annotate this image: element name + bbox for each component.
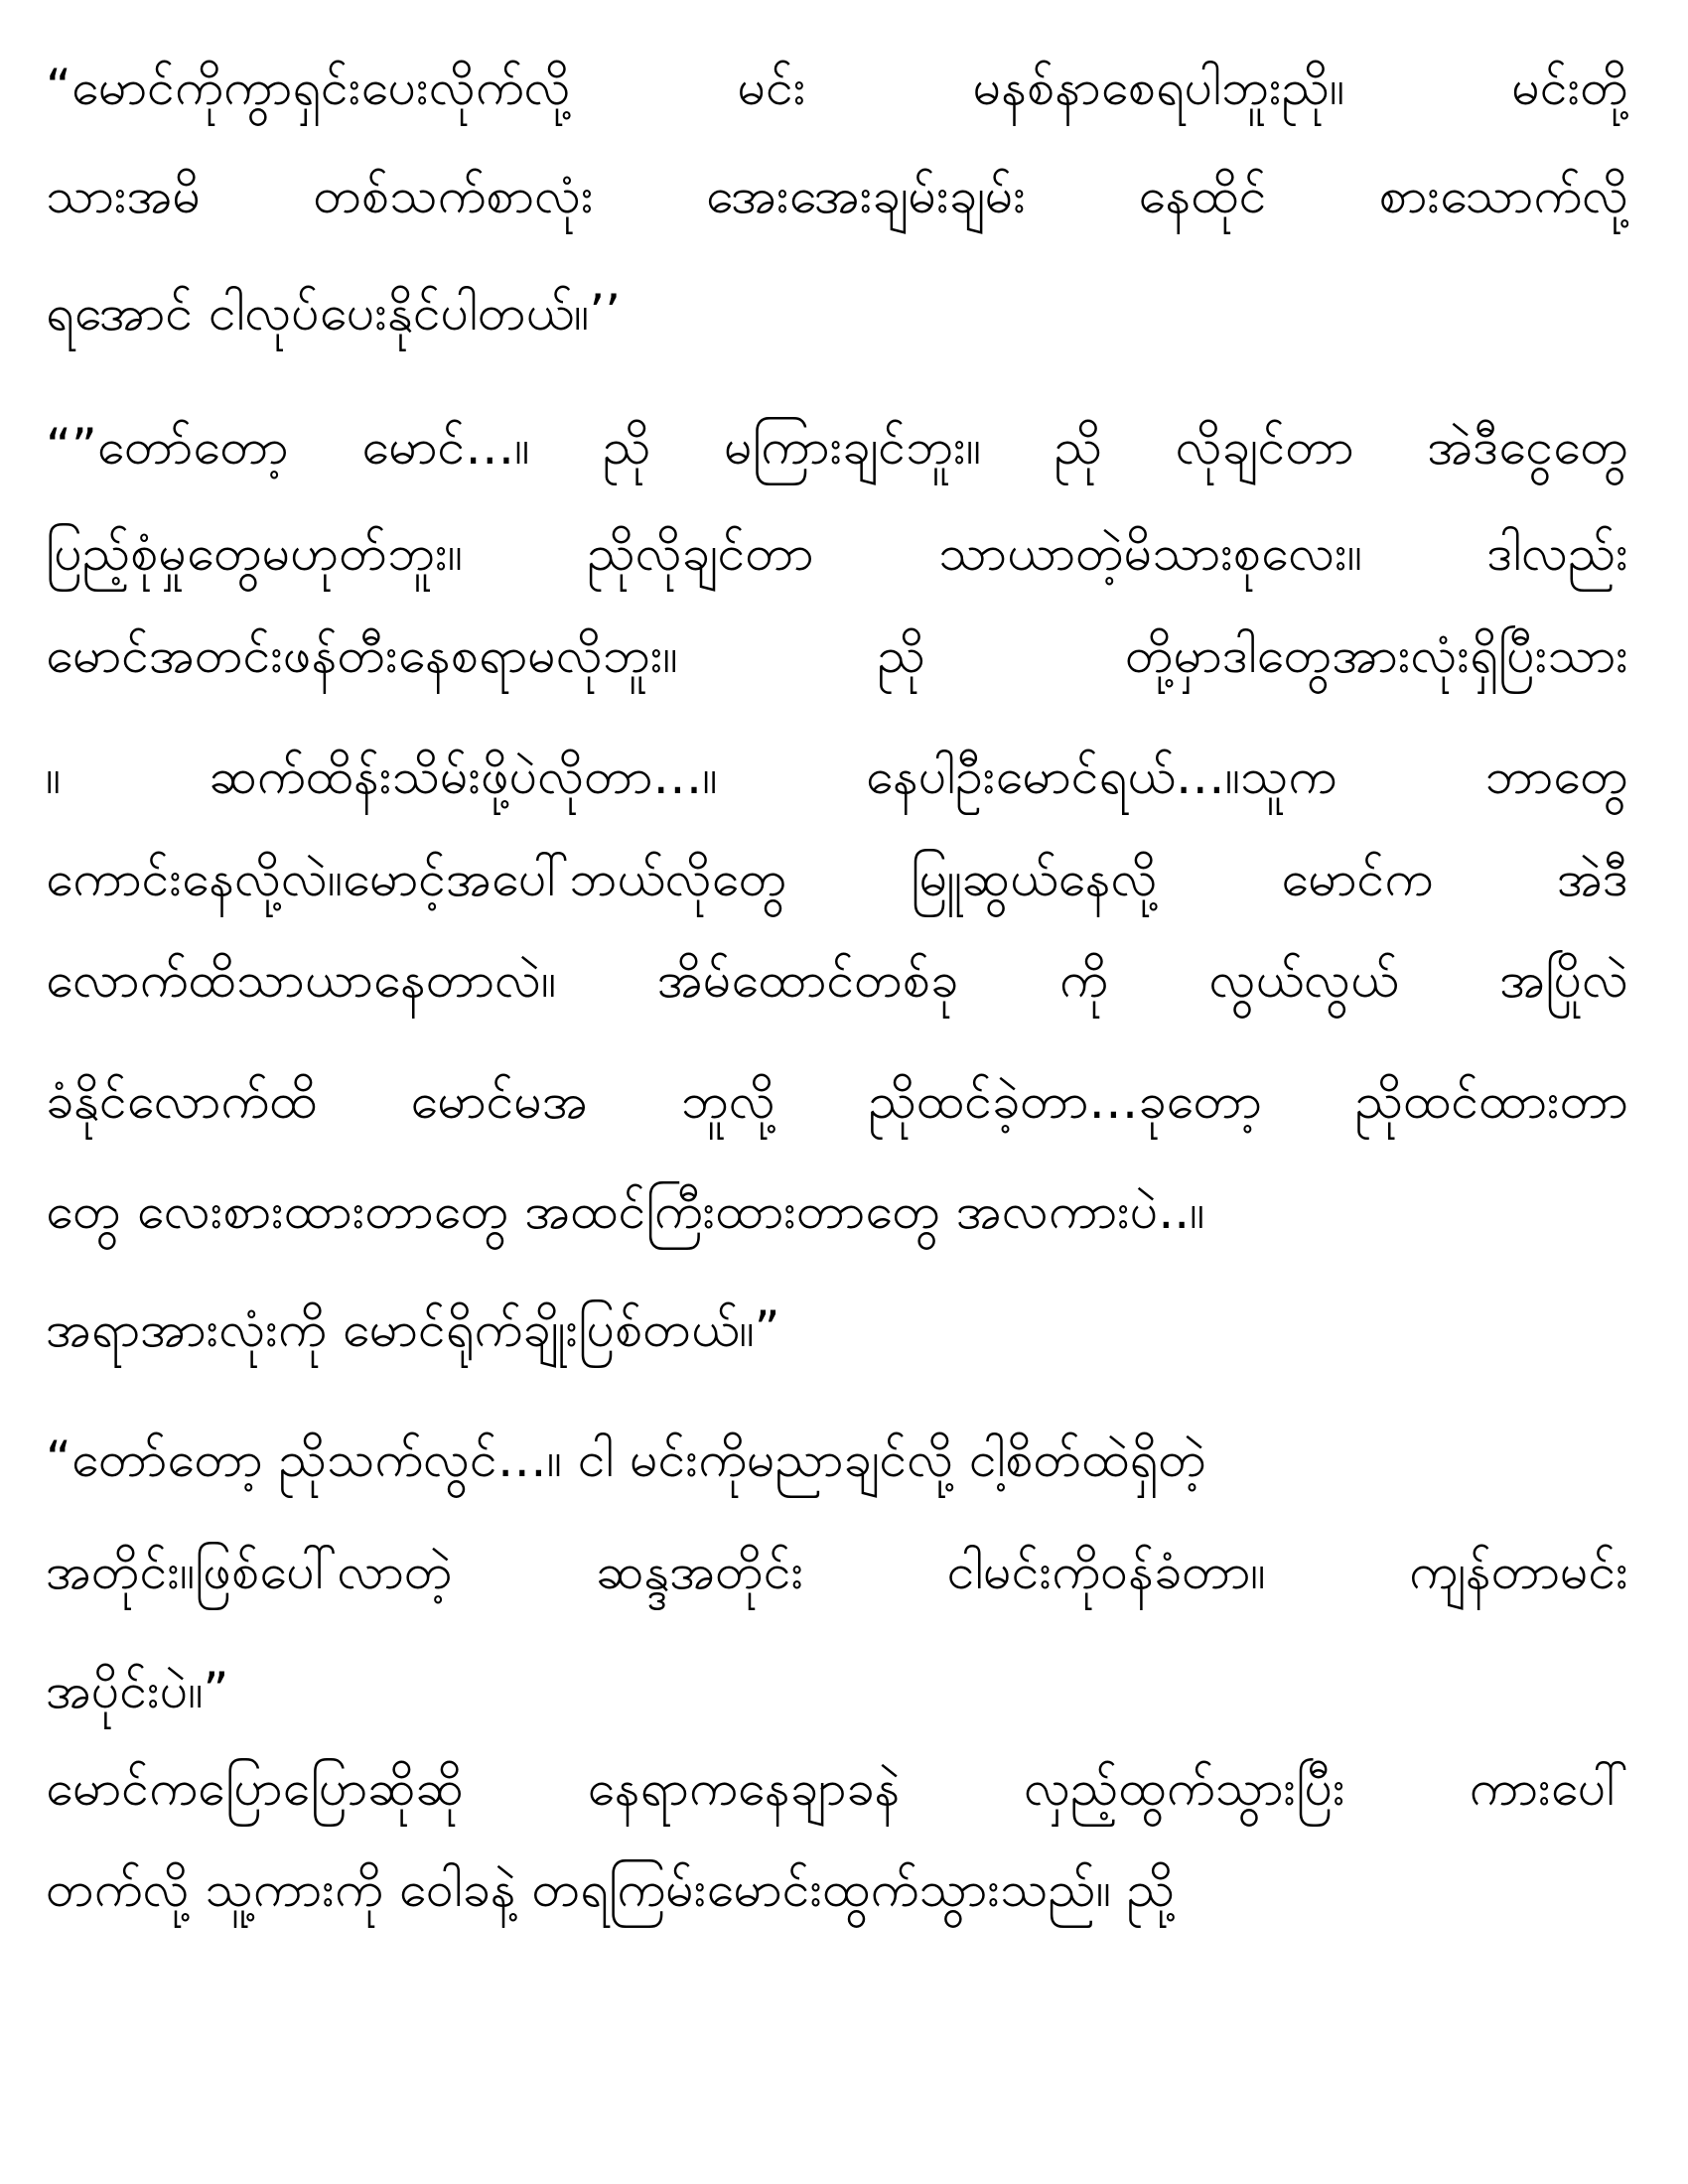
text-line: သားအမိ တစ်သက်စာလုံး အေးအေးချမ်းချမ်း နေထိုင် စားသောက်လို့	[46, 167, 1628, 224]
text-line: မောင်ကပြောပြောဆိုဆို နေရာကနေချာခနဲ လှည့်ထွက်သွားပြီး ကားပေါ်	[46, 1759, 1628, 1817]
text-line: တက်လို့ သူ့ကားကို ဝေါခနဲ့ တရကြမ်းမောင်းထွက်သွားသည်။ ညို့	[46, 1860, 1176, 1918]
text-line: အရာအားလုံးကို မောင်ရိုက်ချိုးပြစ်တယ်။”	[46, 1300, 780, 1358]
text-line: “မောင်ကိုကွာရှင်းပေးလိုက်လို့ မင်း မနစ်နာစေရပါဘူးညို။ မင်းတို့	[46, 59, 1628, 116]
text-line: အတိုင်း။ဖြစ်ပေါ်လာတဲ့ ဆန္ဒအတိုင်း ငါမင်းကိုဝန်ခံတာ။ ကျန်တာမင်း	[46, 1543, 1628, 1600]
text-line: “တော်တော့ ညိုသက်လွင်…။ ငါ မင်းကိုမညာချင်လို့ ငါ့စိတ်ထဲရှိတဲ့	[46, 1431, 1206, 1488]
text-line: မောင်အတင်းဖန်တီးနေစရာမလိုဘူး။ ညို တို့မှာဒါတွေအားလုံးရှိပြီးသား	[46, 626, 1628, 684]
text-line: ကောင်းနေလို့လဲ။မောင့်အပေါ်ဘယ်လိုတွေ မြူဆွယ်နေလို့ မောင်က အဲဒီ	[46, 850, 1628, 907]
text-line: လောက်ထိသာယာနေတာလဲ။ အိမ်ထောင်တစ်ခု ကို လွယ်လွယ် အပြိုလဲ	[46, 951, 1628, 1009]
text-line: ခံနိုင်လောက်ထိ မောင်မအ ဘူလို့ ညိုထင်ခဲ့တာ…ခုတော့ ညိုထင်ထားတာ	[46, 1072, 1628, 1130]
text-line: အပိုင်းပဲ။”	[46, 1662, 229, 1719]
text-line: တွေ လေးစားထားတာတွေ အထင်ကြီးထားတာတွေ အလကားပဲ..။	[46, 1182, 1205, 1240]
text-line: “”တော်တော့ မောင်…။ ညို မကြားချင်ဘူး။ ညို လိုချင်တာ အဲဒီငွေတွေ	[46, 418, 1628, 476]
text-line: ရအောင် ငါလုပ်ပေးနိုင်ပါတယ်။’’	[46, 284, 621, 341]
text-line: ။ ဆက်ထိန်းသိမ်းဖို့ပဲလိုတာ…။ နေပါဦးမောင်ရယ်…။သူက ဘာတွေ	[46, 748, 1628, 805]
text-line: ပြည့်စုံမှုတွေမဟုတ်ဘူး။ ညိုလိုချင်တာ သာယာတဲ့မိသားစုလေး။ ဒါလည်း	[46, 524, 1628, 582]
